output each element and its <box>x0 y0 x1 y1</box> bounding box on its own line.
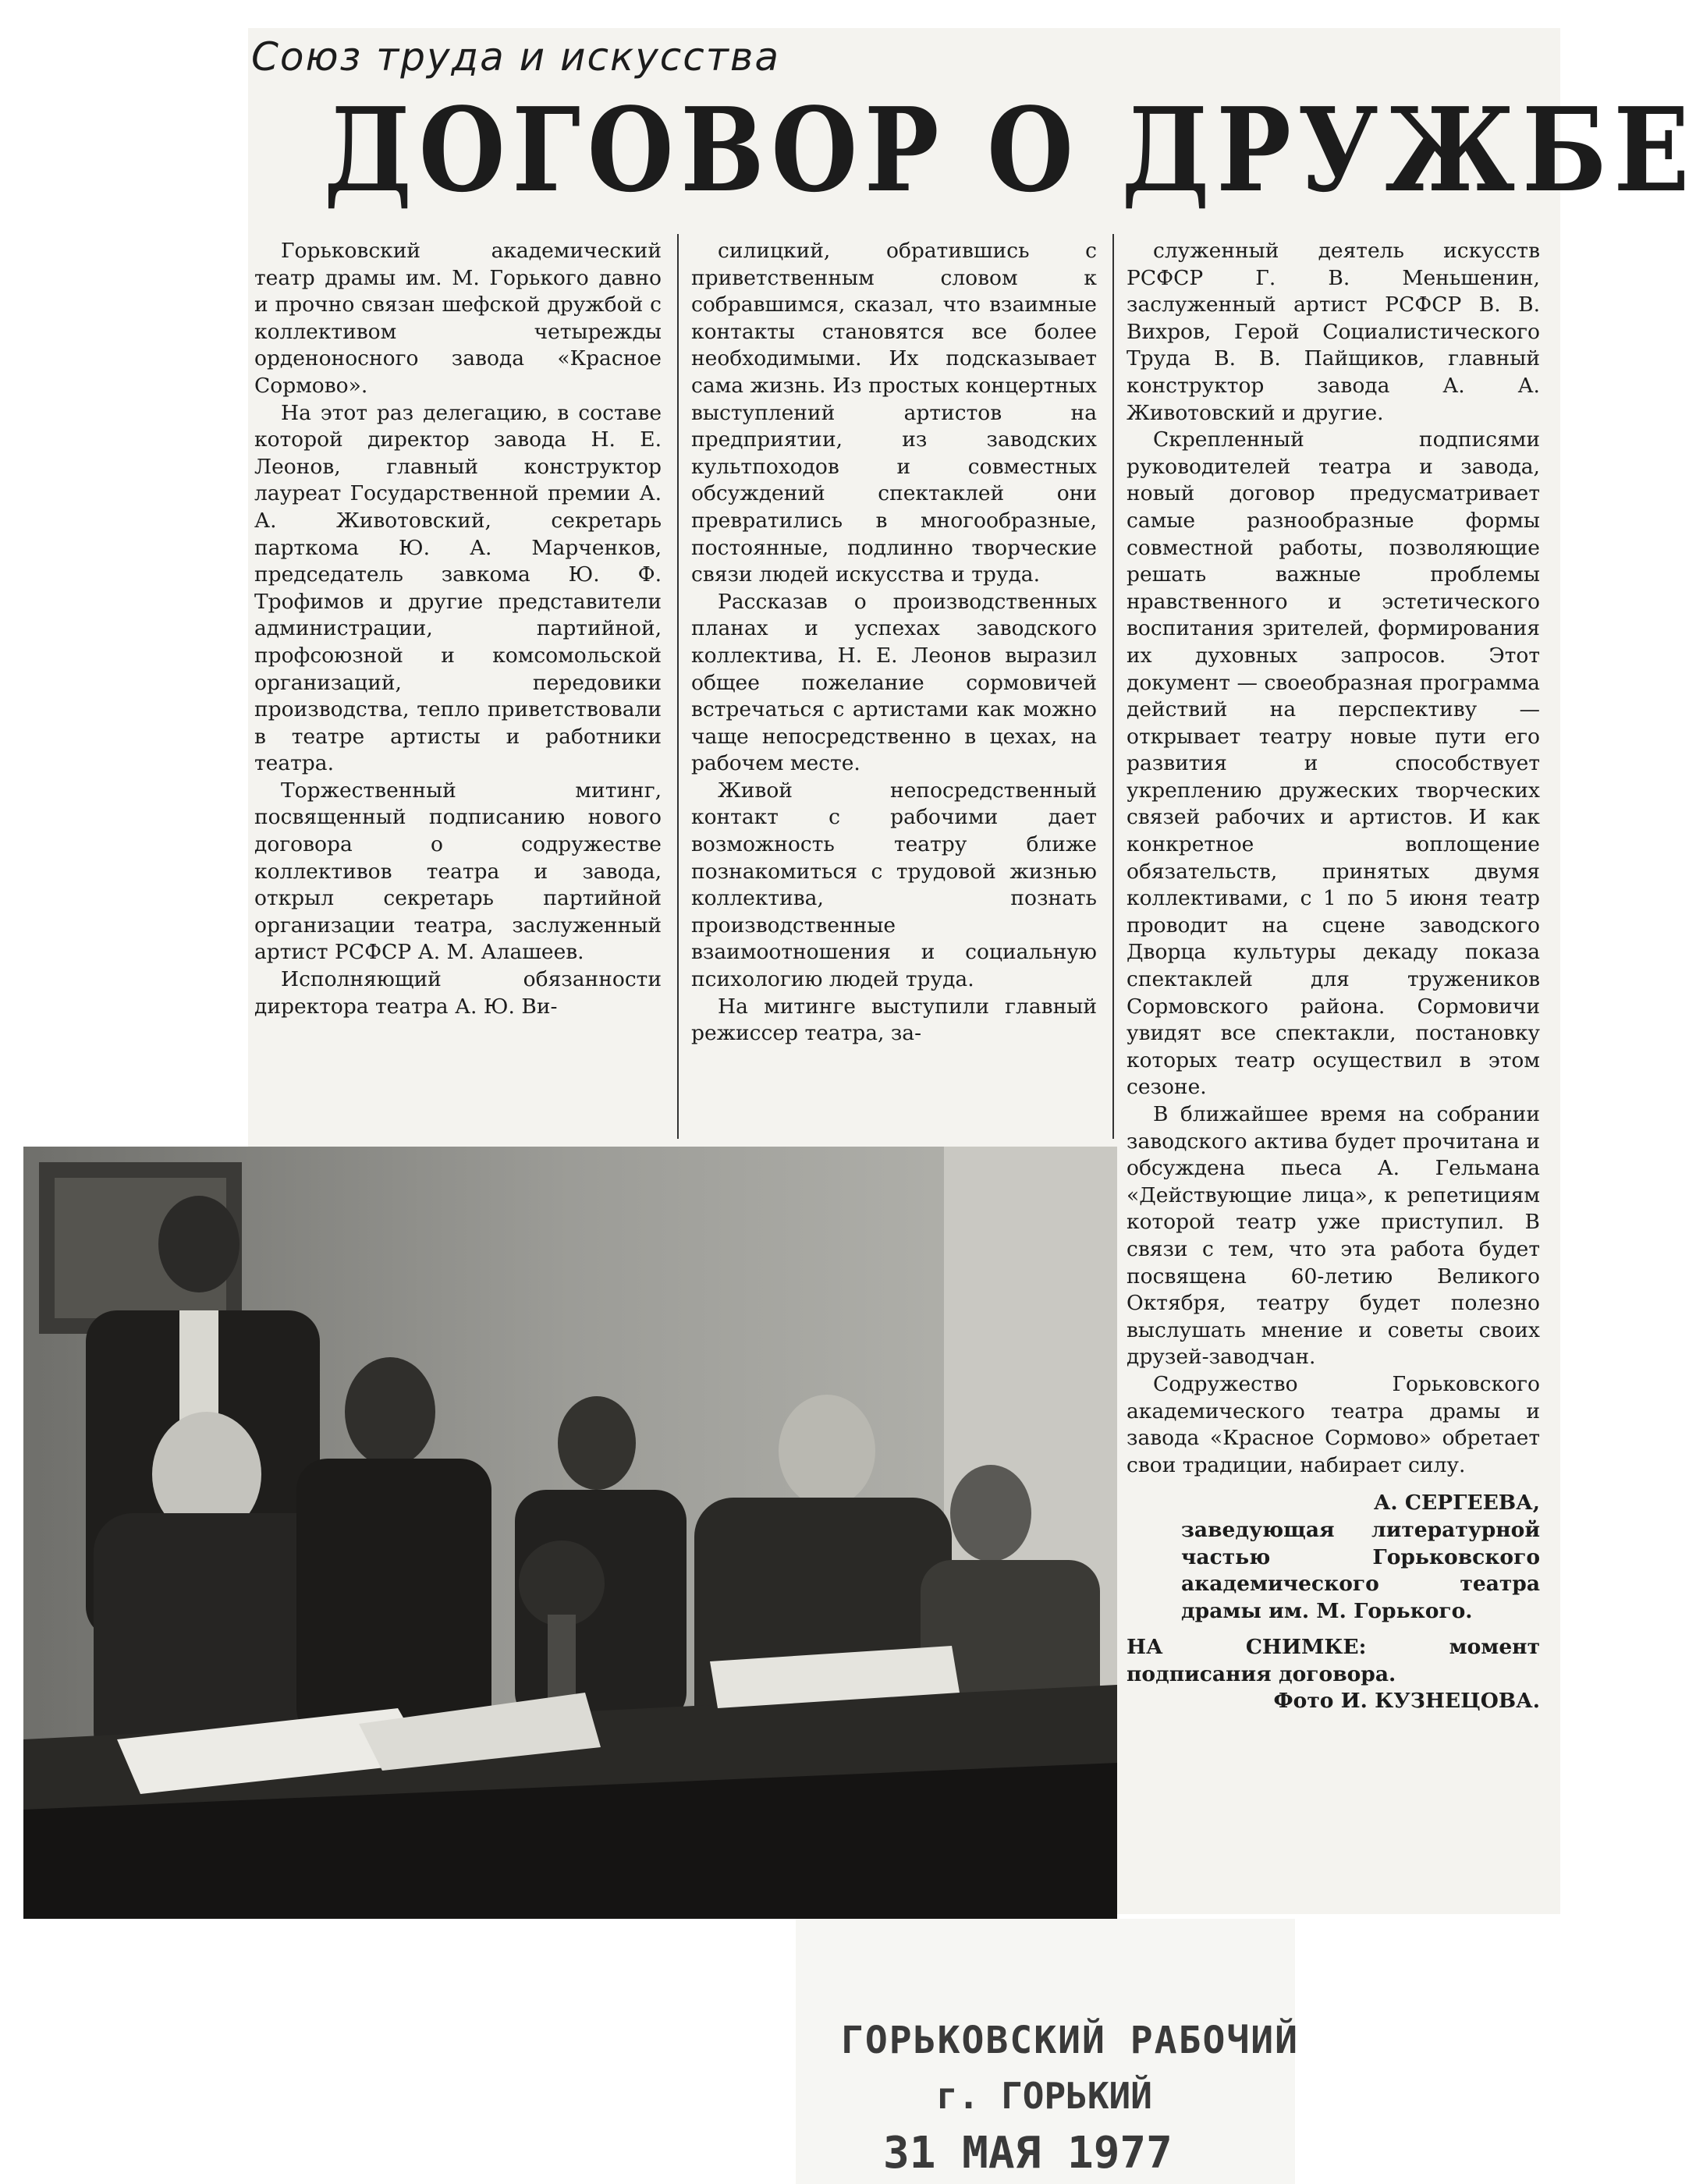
paragraph: Торжественный митинг, посвященный подписанию нового договора о содружестве коллективов театра и завода, открыл секретарь партийной организации театра, заслуженный артист РСФСР А. М. Алашеев. <box>254 778 662 965</box>
article-column-2 <box>691 238 1097 1143</box>
paragraph: Живой непосредственный контакт с рабочими дает возможность театру ближе познакомиться с трудовой жизнью коллектива, познать производственные взаимоотношения и социальную психологию людей труда. <box>691 778 1097 992</box>
newspaper-stamp <box>796 1919 1300 2184</box>
caption-label: НА СНИМКЕ: <box>1127 1635 1367 1660</box>
paragraph: Рассказав о производственных планах и успехах заводского коллектива, Н. Е. Леонов выразил общее пожелание сормовичей встречаться с артистами как можно чаще непосредственно в цехах, на рабочем месте. <box>691 589 1097 776</box>
paragraph: Содружество Горьковского академического театра драмы и завода «Красное Сормово» обретает свои традиции, набирает силу. <box>1127 1371 1540 1477</box>
article-kicker: Союз труда и искусства <box>251 34 781 80</box>
photo-credit: Фото И. КУЗНЕЦОВА. <box>1273 1689 1540 1714</box>
paragraph: На этот раз делегацию, в составе которой директор завода Н. Е. Леонов, главный конструктор лауреат Государственной премии А. А. Животовский, секретарь парткома Ю. А. Марченков, председатель завкома Ю. Ф. Трофимов и другие представители администрации, партийной, профсоюзной и комсомольской организаций, передовики производства, тепло приветствовали в театре артисты и работники театра. <box>254 400 662 776</box>
signing-photo <box>23 1147 1117 1919</box>
paragraph: В ближайшее время на собрании заводского актива будет прочитана и обсуждена пьеса А. Гельмана «Действующие лица», к репетициям которой театр уже приступил. В связи с тем, что эта работа будет посвящена 60-летию Великого Октября, театру будет полезно выслушать мнение и советы своих друзей-заводчан. <box>1127 1102 1540 1370</box>
paragraph: силицкий, обратившись с приветственным словом к собравшимся, сказал, что взаимные контакты становятся все более необходимыми. Их подсказывает сама жизнь. Из простых концертных выступлений артистов на предприятии, из заводских культпоходов и совместных обсуждений спектаклей они превратились в многообразные, постоянные, подлинно творческие связи людей искусства и труда. <box>691 239 1097 587</box>
photo-caption <box>1127 1634 1540 1688</box>
article-column-1 <box>254 238 662 1143</box>
author-role: заведующая литературной частью Горьковского академического театра драмы им. М. Горького. <box>1181 1517 1540 1623</box>
paragraph: Скрепленный подписями руководителей театра и завода, новый договор предусматривает самые разнообразные формы совместной работы, позволяющие решать важные проблемы нравственного и эстетического воспитания зрителей, формирования их духовных запросов. Этот документ — своеобразная программа действий на перспективу — открывает театру новые пути его развития и способствует укреплению дружеских творческих связей рабочих и артистов. И как конкретное воплощение обязательств, принятых двумя коллективами, с 1 по 5 июня театр проводит на сцене заводского Дворца культуры декаду показа спектаклей для тружеников Сормовского района. Сормовичи увидят все спектакли, постановку которых театр осуществил в этом сезоне. <box>1127 427 1540 1100</box>
stamp-date: 31 МАЯ 1977 <box>883 2128 1173 2179</box>
paragraph: Исполняющий обязанности директора театра А. Ю. Ви- <box>254 967 662 1019</box>
stamp-city: г. ГОРЬКИЙ <box>936 2075 1152 2117</box>
paragraph: служенный деятель искусств РСФСР Г. В. Меньшенин, заслуженный артист РСФСР В. В. Вихров, Герой Социалистического Труда В. В. Пайщиков, главный конструктор завода А. А. Животовский и другие. <box>1127 239 1540 425</box>
stamp-newspaper-name: ГОРЬКОВСКИЙ РАБОЧИЙ <box>841 2019 1300 2062</box>
signing-photo-image <box>23 1147 1117 1919</box>
author-name: А. СЕРГЕЕВА, <box>1373 1491 1540 1516</box>
paragraph: Горьковский академический театр драмы им. М. Горького давно и прочно связан шефской дружбой с коллективом четырежды орденоносного завода «Красное Сормово». <box>254 239 662 398</box>
caption-text: момент подписания договора. <box>1127 1635 1540 1686</box>
article-column-3 <box>1127 238 1540 1915</box>
article-headline: ДОГОВОР О ДРУЖБЕ <box>324 82 1696 218</box>
paragraph: На митинге выступили главный режиссер театра, за- <box>691 994 1097 1046</box>
column-divider <box>1112 234 1114 1139</box>
column-divider <box>677 234 679 1139</box>
